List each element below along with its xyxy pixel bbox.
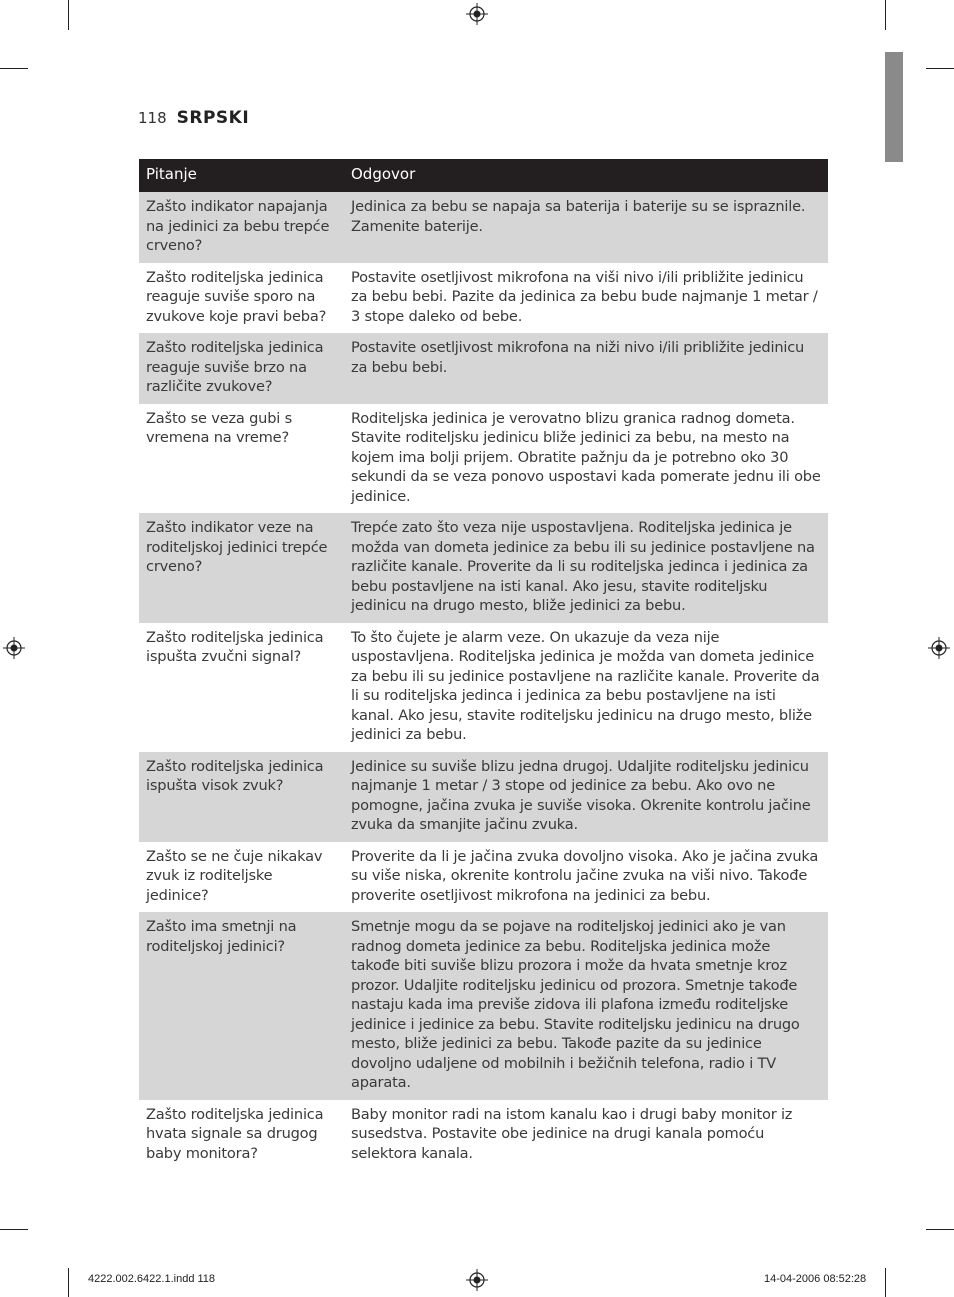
column-header-question: Pitanje bbox=[139, 159, 344, 192]
answer-cell: Jedinice su suviše blizu jedna drugoj. Udaljite roditeljsku jedinicu najmanje 1 metar / 3 stope od jedinice za bebu. Ako ovo ne pomogne, jačina zvuka je suviše visoka. Okrenite kontrolu jačine zvuka da smanjite jačinu zvuka. bbox=[344, 752, 828, 842]
crop-mark bbox=[68, 0, 69, 30]
footer-file-info: 4222.002.6422.1.indd 118 bbox=[88, 1273, 216, 1285]
registration-mark-icon bbox=[466, 3, 488, 25]
registration-mark-icon bbox=[3, 637, 25, 659]
troubleshooting-table bbox=[139, 159, 828, 1170]
crop-mark bbox=[926, 68, 954, 69]
answer-cell: Baby monitor radi na istom kanalu kao i drugi baby monitor iz susedstva. Postavite obe jedinice na drugi kanala pomoću selektora kanala. bbox=[351, 1105, 793, 1162]
question-cell: Zašto indikator napajanja na jedinici za bebu trepće crveno? bbox=[139, 192, 344, 263]
crop-mark bbox=[68, 1268, 69, 1297]
crop-mark bbox=[885, 0, 886, 30]
answer-cell: Postavite osetljivost mikrofona na viši nivo i/ili približite jedinicu za bebu bebi. Pazite da jedinica za bebu bude najmanje 1 metar / 3 stope daleko od bebe. bbox=[351, 268, 818, 325]
answer-cell: Smetnje mogu da se pojave na roditeljskoj jedinici ako je van radnog dometa jedinice za bebu. Roditeljska jedinica može takođe biti suviše blizu prozora i može da hvata smetnje kroz prozor. Udaljite roditeljsku jedinicu od prozora. Smetnje takođe nastaju kada ima previše zidova ili plafona između roditeljske jedinice i jedinice za bebu. Stavite roditeljsku jedinicu na drugo mesto, bliže jedinici za bebu. Takođe pazite da su jedinice dovoljno udaljene od mobilnih i bežičnih telefona, radio i TV aparata. bbox=[344, 912, 828, 1100]
language-title: SRPSKI bbox=[176, 108, 250, 128]
table-row bbox=[139, 1100, 828, 1171]
crop-mark bbox=[0, 1229, 28, 1230]
answer-cell: Postavite osetljivost mikrofona na niži nivo i/ili približite jedinicu za bebu bebi. bbox=[344, 333, 828, 404]
question-cell: Zašto roditeljska jedinica ispušta zvučni signal? bbox=[146, 628, 324, 665]
table-row bbox=[139, 333, 828, 404]
table-row bbox=[139, 842, 828, 913]
answer-cell: To što čujete je alarm veze. On ukazuje da veza nije uspostavljena. Roditeljska jedinica je možda van dometa jedinice za bebu ili su jedinice postavljene na različite kanale. Proverite da li su roditeljska jedinca i jedinica za bebu postavljene na isti kanal. Ako jesu, stavite roditeljsku jedinicu na drugo mesto, bliže jedinici za bebu. bbox=[351, 628, 820, 743]
footer-datetime: 14-04-2006 08:52:28 bbox=[764, 1273, 867, 1285]
answer-cell: Proverite da li je jačina zvuka dovoljno visoka. Ako je jačina zvuka su više niska, okrenite kontrolu jačine zvuka na viši nivo. Takođe proverite osetljivost mikrofona na jedinici za bebu. bbox=[351, 847, 819, 904]
table-row bbox=[139, 912, 828, 1100]
question-cell: Zašto roditeljska jedinica hvata signale sa drugog baby monitora? bbox=[146, 1105, 324, 1162]
table-row bbox=[139, 513, 828, 623]
question-cell: Zašto se veza gubi s vremena na vreme? bbox=[146, 409, 292, 446]
page-number: 118 bbox=[138, 109, 167, 127]
registration-mark-icon bbox=[466, 1269, 488, 1291]
question-cell: Zašto roditeljska jedinica reaguje suviše brzo na različite zvukove? bbox=[139, 333, 344, 404]
answer-cell: Jedinica za bebu se napaja sa baterija i baterije su se ispraznile. Zamenite baterije. bbox=[344, 192, 828, 263]
question-cell: Zašto roditeljska jedinica reaguje suviše sporo na zvukove koje pravi beba? bbox=[146, 268, 327, 325]
answer-cell: Roditeljska jedinica je verovatno blizu granica radnog dometa. Stavite roditeljsku jedinicu bliže jedinici za bebu, na mesto na kojem ima bolji prijem. Obratite pažnju da je potrebno oko 30 sekundi da se veza ponovo uspostavi kada pomerate jednu ili obe jedinice. bbox=[351, 409, 821, 505]
question-cell: Zašto ima smetnji na roditeljskoj jedinici? bbox=[139, 912, 344, 1100]
crop-mark bbox=[885, 1268, 886, 1297]
table-row bbox=[139, 404, 828, 514]
registration-mark-icon bbox=[928, 637, 950, 659]
crop-mark bbox=[0, 68, 28, 69]
table-row bbox=[139, 192, 828, 263]
page-header bbox=[138, 108, 249, 128]
question-cell: Zašto indikator veze na roditeljskoj jedinici trepće crveno? bbox=[139, 513, 344, 623]
answer-cell: Trepće zato što veza nije uspostavljena. Roditeljska jedinica je možda van dometa jedinice za bebu ili su jedinice postavljene na različite kanale. Proverite da li su roditeljska jedinca i jedinica za bebu postavljene na isti kanal. Ako jesu, stavite roditeljsku jedinicu na drugo mesto, bliže jedinici za bebu. bbox=[344, 513, 828, 623]
column-header-answer: Odgovor bbox=[344, 159, 828, 192]
crop-mark bbox=[926, 1229, 954, 1230]
table-header-row bbox=[139, 159, 828, 192]
section-tab-marker bbox=[885, 52, 903, 162]
table-row bbox=[139, 623, 828, 752]
question-cell: Zašto se ne čuje nikakav zvuk iz roditeljske jedinice? bbox=[146, 847, 323, 904]
table-row bbox=[139, 263, 828, 334]
table-row bbox=[139, 752, 828, 842]
question-cell: Zašto roditeljska jedinica ispušta visok zvuk? bbox=[139, 752, 344, 842]
